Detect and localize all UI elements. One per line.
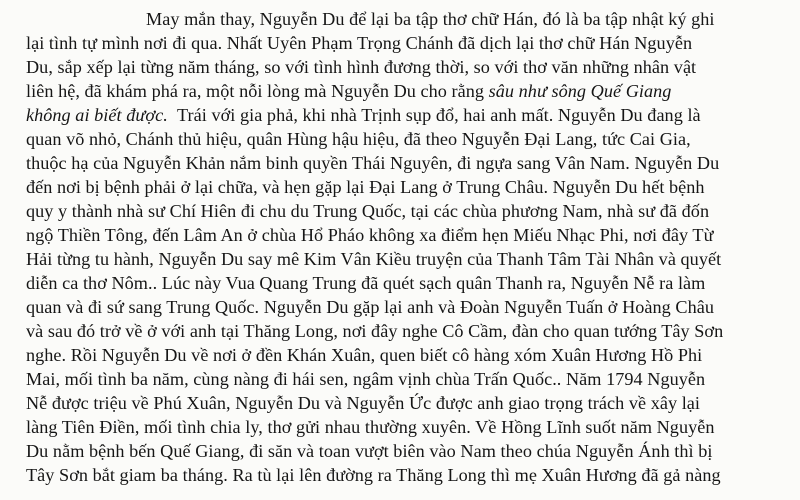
text-line-5 xyxy=(26,106,701,124)
text-line-7: thuộc hạ của Nguyễn Khản nắm binh quyền Thái Nguyên, đi ngựa sang Vân Nam. Nguyễn Du xyxy=(26,153,720,173)
text-line-1: May mắn thay, Nguyễn Du để lại ba tập thơ chữ Hán, đó là ba tập nhật ký ghi xyxy=(146,9,715,29)
text-line-3: Du, sắp xếp lại từng năm tháng, so với tình hình đương thời, so với thơ văn những nhân vật xyxy=(26,57,697,77)
text-line-20: Tây Sơn bắt giam ba tháng. Ra tù lại lên đường ra Thăng Long thì mẹ Xuân Hương đã gả nàng xyxy=(26,465,721,485)
text-line-15: nghe. Rồi Nguyễn Du về nơi ở đền Khán Xuân, quen biết cô hàng xóm Xuân Hương Hồ Phi xyxy=(26,345,703,365)
text-line-13: quan và đi sứ sang Trung Quốc. Nguyễn Du gặp lại anh và Đoàn Nguyễn Tuấn ở Hoàng Châu xyxy=(26,297,715,317)
text-line-2: lại tình tự mình nơi đi qua. Nhất Uyên Phạm Trọng Chánh đã dịch lại thơ chữ Hán Nguyễn xyxy=(26,33,693,53)
quote-italic-cont: không ai biết được. xyxy=(26,105,168,125)
text-line-19: Du nằm bệnh bến Quế Giang, đi săn và toan vượt biên vào Nam theo chúa Nguyễn Ánh thì bị xyxy=(26,441,713,461)
text-line-4-normal: liên hệ, đã khám phá ra, một nỗi lòng mà Nguyễn Du cho rằng xyxy=(26,81,485,101)
text-line-11: Hải từng tu hành, Nguyễn Du say mê Kim Vân Kiều truyện của Thanh Tâm Tài Nhân và quyết xyxy=(26,249,722,269)
text-line-8: đến nơi bị bệnh phải ở lại chữa, và hẹn gặp lại Đại Lang ở Trung Châu. Nguyễn Du hết bệnh xyxy=(26,177,705,197)
text-line-17: Nễ được triệu về Phú Xuân, Nguyễn Du và Nguyễn Ức được anh giao trọng trách về xây lại xyxy=(26,393,701,413)
text-line-18: làng Tiên Điền, mối tình chia ly, thơ gửi nhau thường xuyên. Về Hồng Lĩnh suốt năm Nguyễn xyxy=(26,417,715,437)
text-line-6: quan võ nhỏ, Chánh thủ hiệu, quân Hùng hậu hiệu, đã theo Nguyễn Đại Lang, tức Cai Gia, xyxy=(26,129,691,149)
quote-italic: sâu như sông Quế Giang xyxy=(488,81,672,101)
text-line-4 xyxy=(26,82,671,100)
text-line-14: và sau đó trở về ở với anh tại Thăng Long, nơi đây nghe Cô Cầm, đàn cho quan tướng Tây Sơn xyxy=(26,321,724,341)
text-line-16: Mai, mối tình ba năm, cùng nàng đi hái sen, ngâm vịnh chùa Trấn Quốc.. Năm 1794 Nguyễn xyxy=(26,369,706,389)
text-line-10: ngộ Thiền Tông, đến Lâm An ở chùa Hổ Pháo không xa điểm hẹn Miếu Nhạc Phi, nơi đây Từ xyxy=(26,225,714,245)
text-line-12: diễn ca thơ Nôm.. Lúc này Vua Quang Trung đã quét sạch quân Thanh ra, Nguyễn Nễ ra làm xyxy=(26,273,706,293)
text-line-9: quy y thành nhà sư Chí Hiên đi chu du Trung Quốc, tại các chùa phương Nam, nhà sư đã đốn xyxy=(26,201,710,221)
text-line-5-normal: Trái với gia phả, khi nhà Trịnh sụp đổ, hai anh mất. Nguyễn Du đang là xyxy=(177,105,701,125)
